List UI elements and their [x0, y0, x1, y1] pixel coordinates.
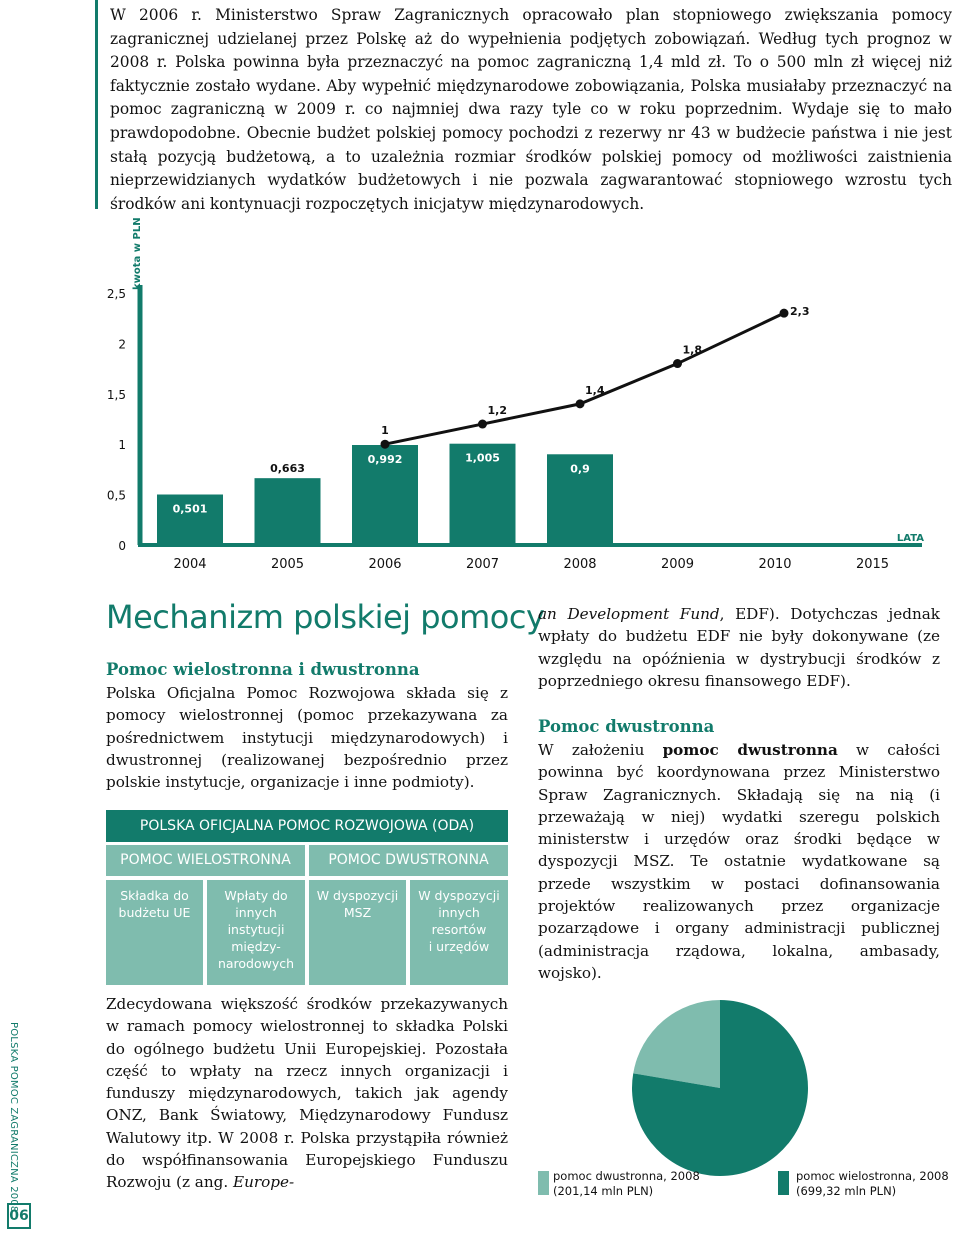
subhead-multilateral-bilateral: Pomoc wielostronna i dwustronna [106, 660, 420, 679]
bar-2005 [255, 478, 321, 545]
y-axis-title: kwota w PLN [132, 217, 143, 290]
bilateral-text: w całości powinna być koordynowana przez Ministerstwo Spraw Zagranicznych. Składają się na nią (i przeważają w niej) wydatki szeregu polskich ministerstw i urzędów oraz środki będące w dyspozycji MSZ. Te ostatnie wydatkowane są przede wszystkim w postaci dofinansowania projektów realizowanych przez organizacje pozarządowe i organy administracji publicznej (administracja rządowa, lokalna, ambasady, wojsko). [538, 741, 940, 982]
x-tick-label: 2008 [563, 557, 597, 572]
bilateral-lead: W założeniu [538, 741, 663, 759]
diagram-box-msz: W dyspozycji MSZ [309, 880, 406, 985]
legend-bilateral-value: (201,14 mln PLN) [553, 1184, 654, 1198]
section-title: Mechanizm polskiej pomocy [106, 598, 545, 636]
forecast-point-2010 [780, 309, 789, 318]
forecast-label-2007: 1,2 [487, 404, 507, 418]
oda-diagram [106, 810, 508, 985]
forecast-point-2006 [381, 440, 390, 449]
forecast-label-2009: 1,8 [682, 343, 702, 357]
diagram-bilateral-header: POMOC DWUSTRONNA [309, 845, 508, 876]
forecast-point-2007 [478, 420, 487, 429]
paragraph-oda-structure: Polska Oficjalna Pomoc Rozwojowa składa się z pomocy wielostronnej (pomoc przekazywana za pośrednictwem instytucji międzynarodowych) i dwustronnej (realizowanej bezpośrednio przez polskie instytucje, organizacje i inne podmioty). [106, 684, 508, 792]
edf-term-continued: an Development Fund [538, 605, 720, 623]
forecast-point-2009 [673, 359, 682, 368]
aid-chart [0, 210, 960, 590]
paragraph-bilateral [538, 739, 940, 984]
y-tick-label: 1 [118, 438, 126, 453]
legend-swatch-bilateral [538, 1171, 549, 1195]
diagram-box-intl-institutions: Wpłaty do innych instytucji między- narodowych [207, 880, 305, 985]
x-tick-label: 2010 [758, 557, 792, 572]
bar-label-2008: 0,9 [570, 462, 590, 476]
forecast-label-2008: 1,4 [585, 383, 605, 397]
forecast-label-2010: 2,3 [790, 305, 810, 319]
x-tick-label: 2009 [660, 557, 695, 572]
legend-multilateral-value: (699,32 mln PLN) [796, 1184, 897, 1198]
diagram-multilateral-header: POMOC WIELOSTRONNA [106, 845, 305, 876]
legend-swatch-multilateral [778, 1171, 789, 1195]
diagram-box-other-ministries: W dyspozycji innych resortów i urzędów [410, 880, 508, 985]
y-tick-label: 2,5 [106, 287, 126, 301]
intro-paragraph: W 2006 r. Ministerstwo Spraw Zagranicznych opracowało plan stopniowego zwiększania pomocy zagranicznej udzielanej przez Polskę aż do wypełnienia podjętych zobowiązań. Według tych prognoz w 2008 r. Polska powinna była przeznaczyć na pomoc zagraniczną 1,4 mld zł. To o 500 mln zł więcej niż faktycznie zostało wydane. Aby wypełnić międzynarodowe zobowiązania, Polska musiałaby przeznaczyć na pomoc zagraniczną w 2009 r. co najmniej dwa razy tyle co w roku poprzednim. Wydaje się to mało prawdopodobne. Obecnie budżet polskiej pomocy pochodzi z rezerwy nr 43 w budżecie państwa i nie jest stałą pozycją budżetową, a to uzależnia rozmiar środków polskiej pomocy od możliwości zaistnienia nieprzewidzianych wydatków budżetowych i nie pozwala zagwarantować stopniowego wzrostu tych środków ani kontynuacji rozpoczętych inicjatyw międzynarodowych. [110, 6, 952, 213]
page-number: 06 [7, 1203, 31, 1229]
x-tick-label: 2015 [855, 557, 890, 572]
x-axis-title: LATA [896, 533, 924, 544]
y-tick-label: 1,5 [106, 387, 126, 402]
edf-term: Europe- [233, 1173, 295, 1192]
x-tick-label: 2004 [173, 557, 207, 572]
pie-chart [630, 998, 810, 1178]
diagram-box-eu-budget: Składka do budżetu UE [106, 880, 203, 985]
intro-box [95, 0, 960, 213]
paragraph-multilateral-text: Zdecydowana większość środków przekazywanych w ramach pomocy wielostronnej to składka Polski do ogólnego budżetu Unii Europejskiej. Pozostała część to wpłaty na rzecz innych organizacji i funduszy międzynarodowych, takich jak agendy ONZ, Bank Światowy, Międzynarodowy Fundusz Walutowy itp. W 2008 r. Polska przystąpiła również do współfinansowania Europejskiego Funduszu Rozwoju (z ang. [106, 995, 508, 1192]
subhead-bilateral: Pomoc dwustronna [538, 717, 715, 736]
paragraph-edf-text: , EDF). Dotychczas jednak wpłaty do budżetu EDF nie były dokonywane (ze względu na opóźnienia w dystrybucji środków z poprzedniego okresu finansowego EDF). [538, 605, 940, 690]
forecast-point-2008 [576, 399, 585, 408]
bar-label-2006: 0,992 [367, 453, 403, 467]
y-tick-label: 0,5 [106, 488, 126, 503]
bar-label-2007: 1,005 [465, 451, 500, 465]
bar-label-2004: 0,501 [172, 502, 208, 516]
x-tick-label: 2006 [368, 557, 402, 572]
legend-multilateral [796, 1169, 949, 1199]
pie-slice [633, 1000, 720, 1088]
publication-title: POLSKA POMOC ZAGRANICZNA 2008 [8, 1022, 19, 1213]
x-tick-label: 2007 [465, 557, 500, 572]
y-tick-label: 0 [118, 539, 126, 553]
forecast-line [385, 313, 784, 444]
bilateral-bold-term: pomoc dwustronna [662, 741, 838, 759]
legend-multilateral-label: pomoc wielostronna, 2008 [796, 1169, 949, 1183]
diagram-oda-header: POLSKA OFICJALNA POMOC ROZWOJOWA (ODA) [106, 810, 508, 842]
forecast-label-2006: 1 [381, 424, 389, 438]
bar-label-2005: 0,663 [270, 462, 305, 476]
paragraph-edf-continued [538, 603, 940, 692]
legend-bilateral-label: pomoc dwustronna, 2008 [553, 1169, 700, 1183]
paragraph-multilateral-details [106, 993, 508, 1194]
legend-bilateral [553, 1169, 700, 1199]
x-tick-label: 2005 [270, 557, 305, 572]
y-tick-label: 2 [118, 337, 126, 352]
